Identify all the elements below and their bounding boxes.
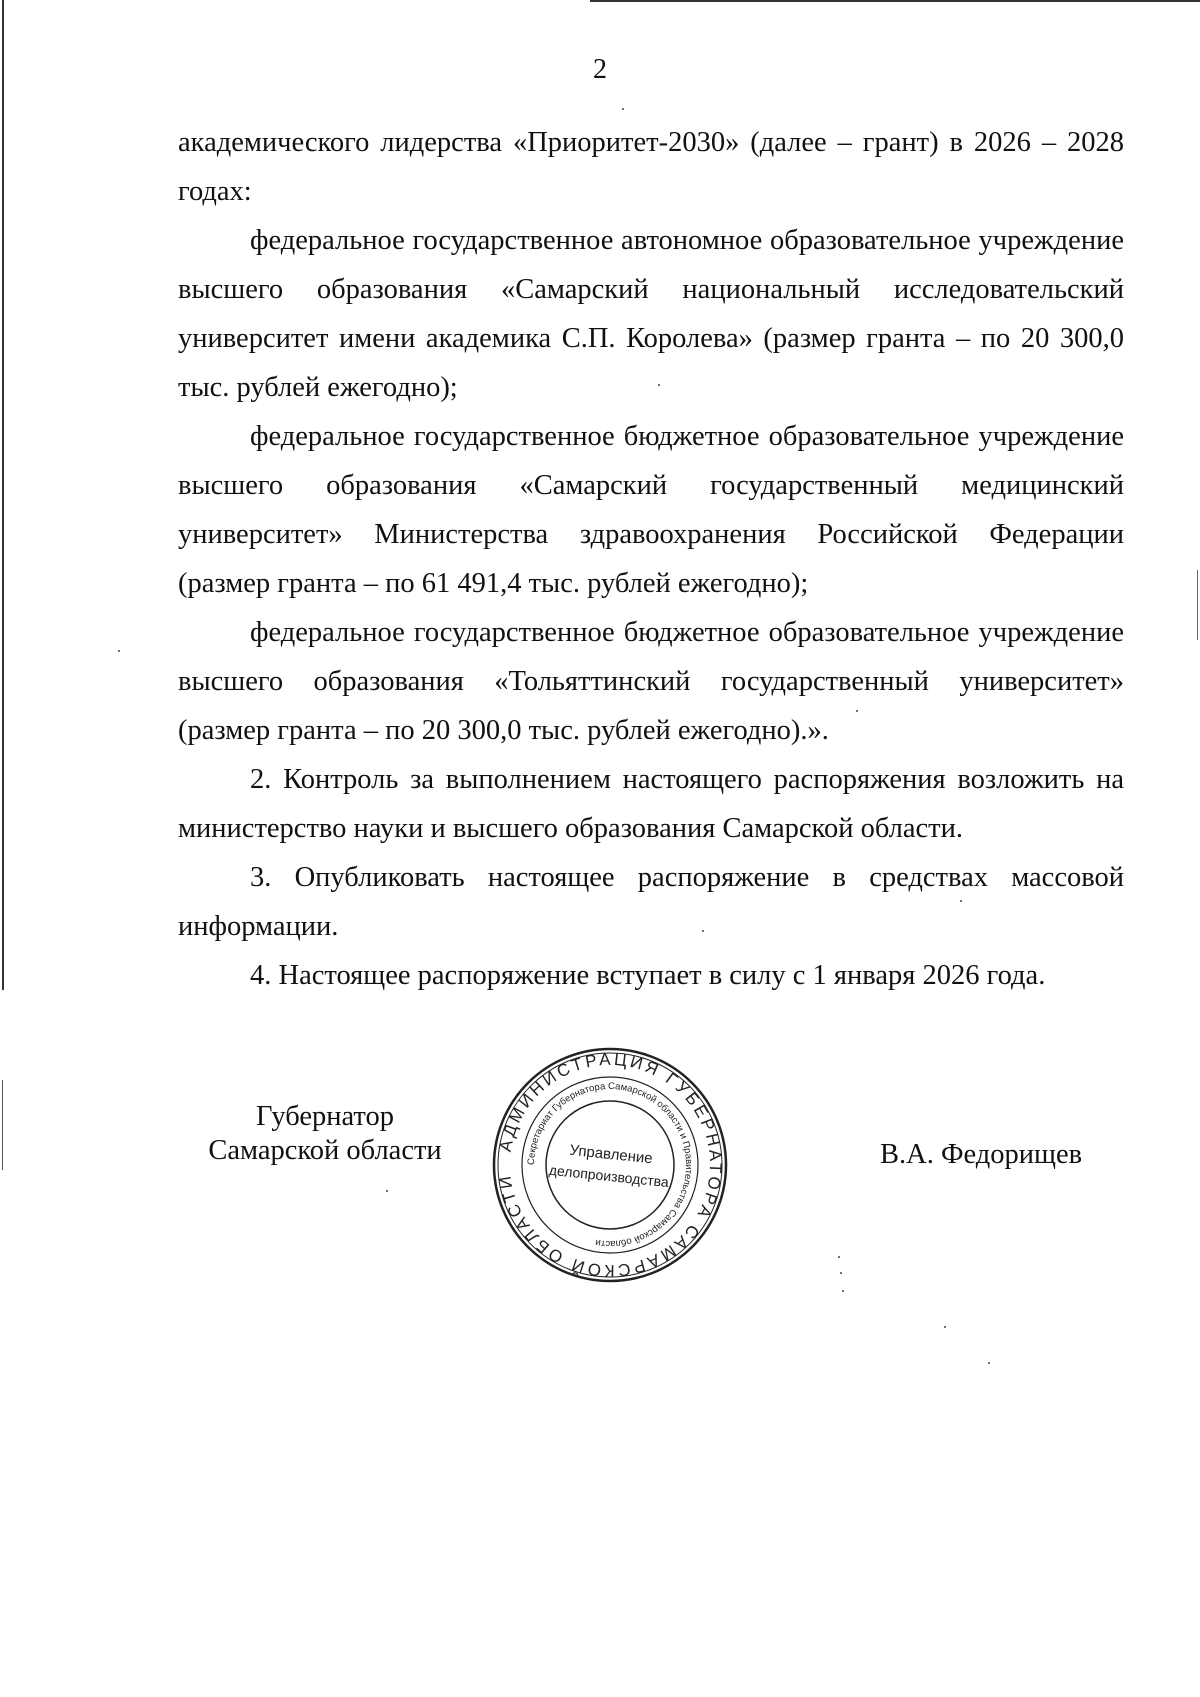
page-number: 2 bbox=[593, 54, 607, 85]
paragraph-continuation: академического лидерства «Приоритет-2030» (далее – грант) в 2026 – 2028 годах: bbox=[178, 127, 1124, 207]
paragraph-item-2: 2. Контроль за выполнением настоящего распоряжения возложить на министерство науки и высшего образования Самарской области. bbox=[178, 764, 1124, 844]
paragraph-item-3: 3. Опубликовать настоящее распоряжение в средствах массовой информации. bbox=[178, 862, 1124, 942]
seal-middle-text: Секретариат Губернатора Самарской области и Правительства Самарской области bbox=[525, 1080, 695, 1250]
scan-speck bbox=[988, 1362, 990, 1364]
seal-outer-text: АДМИНИСТРАЦИЯ ГУБЕРНАТОРА САМАРСКОЙ ОБЛАСТИ bbox=[495, 1049, 726, 1281]
scan-speck bbox=[960, 900, 962, 902]
paragraph-samara-national-university: федеральное государственное автономное образовательное учреждение высшего образования «Самарский национальный исследовательский университет имени академика С.П. Королева» (размер гранта – по 20 300,0 тыс. рублей ежегодно); bbox=[178, 225, 1124, 403]
scan-speck bbox=[944, 1326, 946, 1328]
scan-edge-left-lower bbox=[2, 1080, 3, 1170]
paragraph-togliatti-university: федеральное государственное бюджетное образовательное учреждение высшего образования «Тольяттинский государственный университет» (размер гранта – по 20 300,0 тыс. рублей ежегодно).». bbox=[178, 617, 1124, 746]
paragraph-item-4: 4. Настоящее распоряжение вступает в силу с 1 января 2026 года. bbox=[250, 960, 1046, 991]
document-body bbox=[178, 118, 1124, 1000]
official-seal-stamp bbox=[490, 1045, 730, 1285]
signatory-position-line2: Самарской области bbox=[208, 1135, 442, 1166]
signatory-name: В.А. Федорищев bbox=[880, 1139, 1083, 1170]
scan-speck bbox=[658, 384, 660, 386]
scan-speck bbox=[118, 650, 120, 652]
scan-speck bbox=[840, 1272, 842, 1274]
scan-speck bbox=[386, 1190, 388, 1192]
seal-center-line2: делопроизводства bbox=[548, 1161, 670, 1191]
signatory-position-line1: Губернатор bbox=[255, 1101, 395, 1132]
scan-edge-top bbox=[590, 0, 1200, 2]
scan-speck bbox=[856, 710, 858, 712]
paragraph-samara-medical-university: федеральное государственное бюджетное образовательное учреждение высшего образования «Самарский государственный медицинский университет» Министерства здравоохранения Российской Федерации (размер гранта – по 61 491,4 тыс. рублей ежегодно); bbox=[178, 421, 1124, 599]
seal-center-line1: Управление bbox=[568, 1141, 654, 1168]
scan-speck bbox=[842, 1290, 844, 1292]
signatory-position bbox=[190, 1100, 460, 1168]
scan-speck bbox=[838, 1256, 840, 1258]
scan-speck bbox=[702, 930, 704, 932]
scan-edge-right bbox=[1197, 570, 1198, 640]
scan-edge-left bbox=[2, 0, 4, 990]
scan-speck bbox=[622, 108, 624, 110]
